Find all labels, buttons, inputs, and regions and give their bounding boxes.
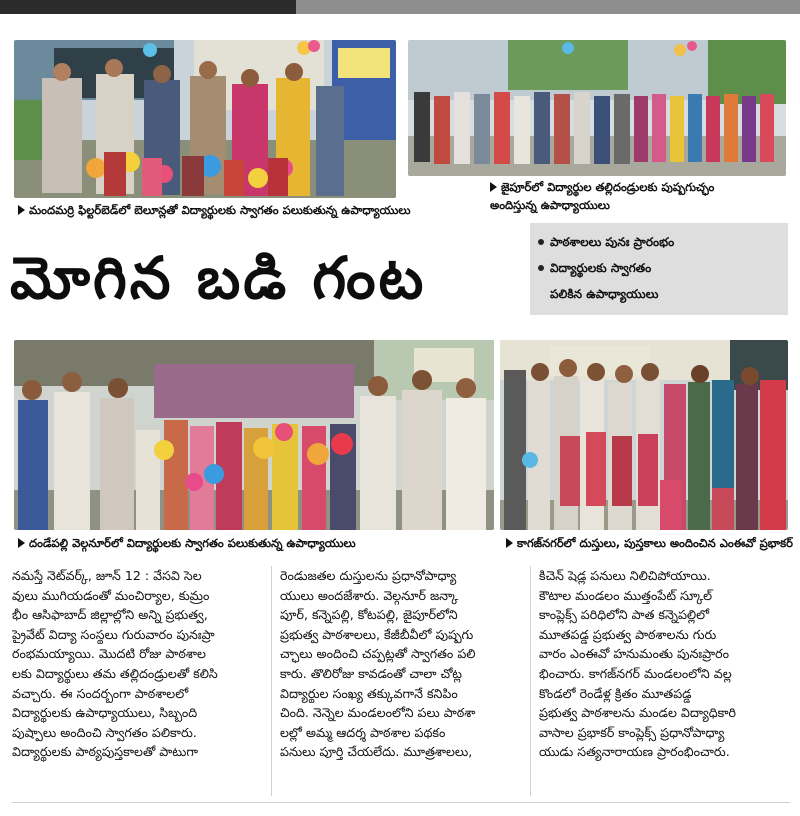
article-line: రెండుజతల దుస్తులను ప్రధానోపాధ్యా (280, 568, 457, 583)
caption-triangle-icon (506, 538, 513, 548)
article-body (12, 566, 790, 796)
article-line: కిచెన్ షెడ్ల పనులు నిలిచిపోయాయి. (539, 568, 711, 583)
photo-dandepalli-welcome (14, 340, 494, 530)
article-line: నమస్తే నెట్‌వర్క్, జూన్ 12 : వేసవి సెల (12, 568, 202, 583)
masthead-bar (0, 0, 800, 14)
caption-top-left-text: మందమర్రి ఫిల్టర్‌బెడ్‌లో బెలూన్లతో విద్యార్థులకు స్వాగతం పలుకుతున్న ఉపాధ్యాయులు (29, 203, 411, 217)
article-column-1 (12, 566, 271, 796)
headline: మోగిన బడి గంట (10, 244, 427, 312)
photo-kagaznagar-distribution (500, 340, 788, 530)
caption-bottom-left (18, 535, 356, 551)
bullet-icon (538, 265, 544, 271)
article-column-3 (530, 566, 789, 796)
article-line: రంభమయ్యాయి. మొదటి రోజు పాఠశాల (12, 646, 206, 662)
caption-bottom-right (506, 535, 793, 551)
article-line: పనులు పూర్తి చేయలేదు. మూత్రశాలలు, (280, 744, 473, 760)
article-line: యుడు సత్యనారాయణ ప్రారంభించారు. (539, 744, 730, 760)
masthead-bar-dark (0, 0, 296, 14)
article-line: వారం ఎంఈవో హనుమంతు పునఃప్రారం (539, 646, 729, 662)
article-line: లల్లో అమ్మ ఆదర్శ పాఠశాల పథకం (280, 724, 446, 740)
article-line: కాంప్లెక్స్ పరిధిలోని పాత కన్నెపల్లిలో (539, 607, 710, 623)
highlight-item: విద్యార్థులకు స్వాగతం (538, 255, 780, 281)
caption-top-left (18, 202, 410, 218)
highlight-item: పలికిన ఉపాధ్యాయులు (550, 287, 659, 301)
article-line: విద్యార్థుల సంఖ్య తక్కువగానే కనిపిం (280, 685, 458, 701)
article-line: విద్యార్థులకు ఉపాధ్యాయులు, సిబ్బంది (12, 705, 198, 721)
article-line: ప్రభుత్వ పాఠశాలను మండల విద్యాధికారి (539, 705, 737, 721)
caption-triangle-icon (18, 538, 25, 548)
caption-top-right-line2: అందిస్తున్న ఉపాధ్యాయులు (490, 198, 610, 212)
caption-bottom-right-text: కాగజ్‌నగర్‌లో దుస్తులు, పుస్తకాలు అందించిన ఎంఈవో ప్రభాకర్ (517, 536, 793, 550)
article-line: చ్ఛాలు అందించి చప్పట్లతో స్వాగతం పలి (280, 646, 476, 662)
article-line: వాసాల ప్రభాకర్ కాంప్లెక్స్ ప్రధానోపాధ్యా (539, 724, 725, 740)
article-line: కొండలో రెండేళ్ల క్రితం మూతపడ్డ (539, 685, 692, 701)
caption-bottom-left-text: దండేపల్లి వెల్గనూర్‌లో విద్యార్థులకు స్వాగతం పలుకుతున్న ఉపాధ్యాయులు (29, 536, 356, 550)
photo-jaipur-bouquet (408, 40, 786, 176)
caption-triangle-icon (18, 205, 25, 215)
article-line: విద్యార్థులకు పాఠ్యపుస్తకాలతో పాటుగా (12, 744, 198, 760)
caption-top-right (490, 179, 714, 195)
article-line: యులు అందజేశారు. వెల్గనూర్ జన్కా (280, 587, 459, 603)
masthead-bar-light (296, 0, 800, 14)
article-line: ప్రభుత్వ పాఠశాలలు, కేజీబీవీలో పుష్పగు (280, 626, 474, 642)
article-line: భీం ఆసిఫాబాద్ జిల్లాల్లోని అన్ని ప్రభుత్వ, (12, 607, 208, 623)
caption-top-right-2 (490, 197, 610, 213)
article-line: ప్రైవేట్ విద్యా సంస్థలు గురువారం పునఃప్రా (12, 626, 215, 642)
article-line: కౌటాల మండలం ముత్తంపేట్ స్కూల్ (539, 587, 713, 603)
article-line: చింది. నెన్నెల మండలంలోని పలు పాఠశా (280, 705, 476, 721)
article-line: భించారు. కాగజ్‌నగర్ మండలంలోని వల్ల (539, 665, 732, 681)
article-line: పూర్, కన్నెపల్లి, కోటపల్లి, జైపూర్‌లోని (280, 607, 458, 623)
bullet-icon (538, 239, 544, 245)
bottom-rule (12, 802, 790, 803)
highlights-box (530, 223, 788, 315)
article-line: వులు ముగియడంతో మంచిర్యాల, కుమ్రం (12, 587, 210, 603)
article-line: మూతపడ్డ ప్రభుత్వ పాఠశాలను గురు (539, 626, 717, 642)
article-line: వచ్చారు. ఈ సందర్భంగా పాఠశాలలో (12, 685, 189, 701)
article-column-2 (271, 566, 530, 796)
caption-triangle-icon (490, 182, 497, 192)
photo-mandamarri-balloons (14, 40, 396, 198)
caption-top-right-line1: జైపూర్‌లో విద్యార్థుల తల్లిదండ్రులకు పుష్పగుచ్ఛం (501, 180, 715, 194)
highlight-item: పాఠశాలలు పునః ప్రారంభం (538, 229, 780, 255)
article-line: లకు విద్యార్థులు తమ తల్లిదండ్రులతో కలిసి (12, 665, 218, 681)
article-line: కారు. తొలిరోజు కావడంతో చాలా చోట్ల (280, 665, 462, 681)
article-line: పుష్పాలు అందించి స్వాగతం పలికారు. (12, 724, 197, 740)
